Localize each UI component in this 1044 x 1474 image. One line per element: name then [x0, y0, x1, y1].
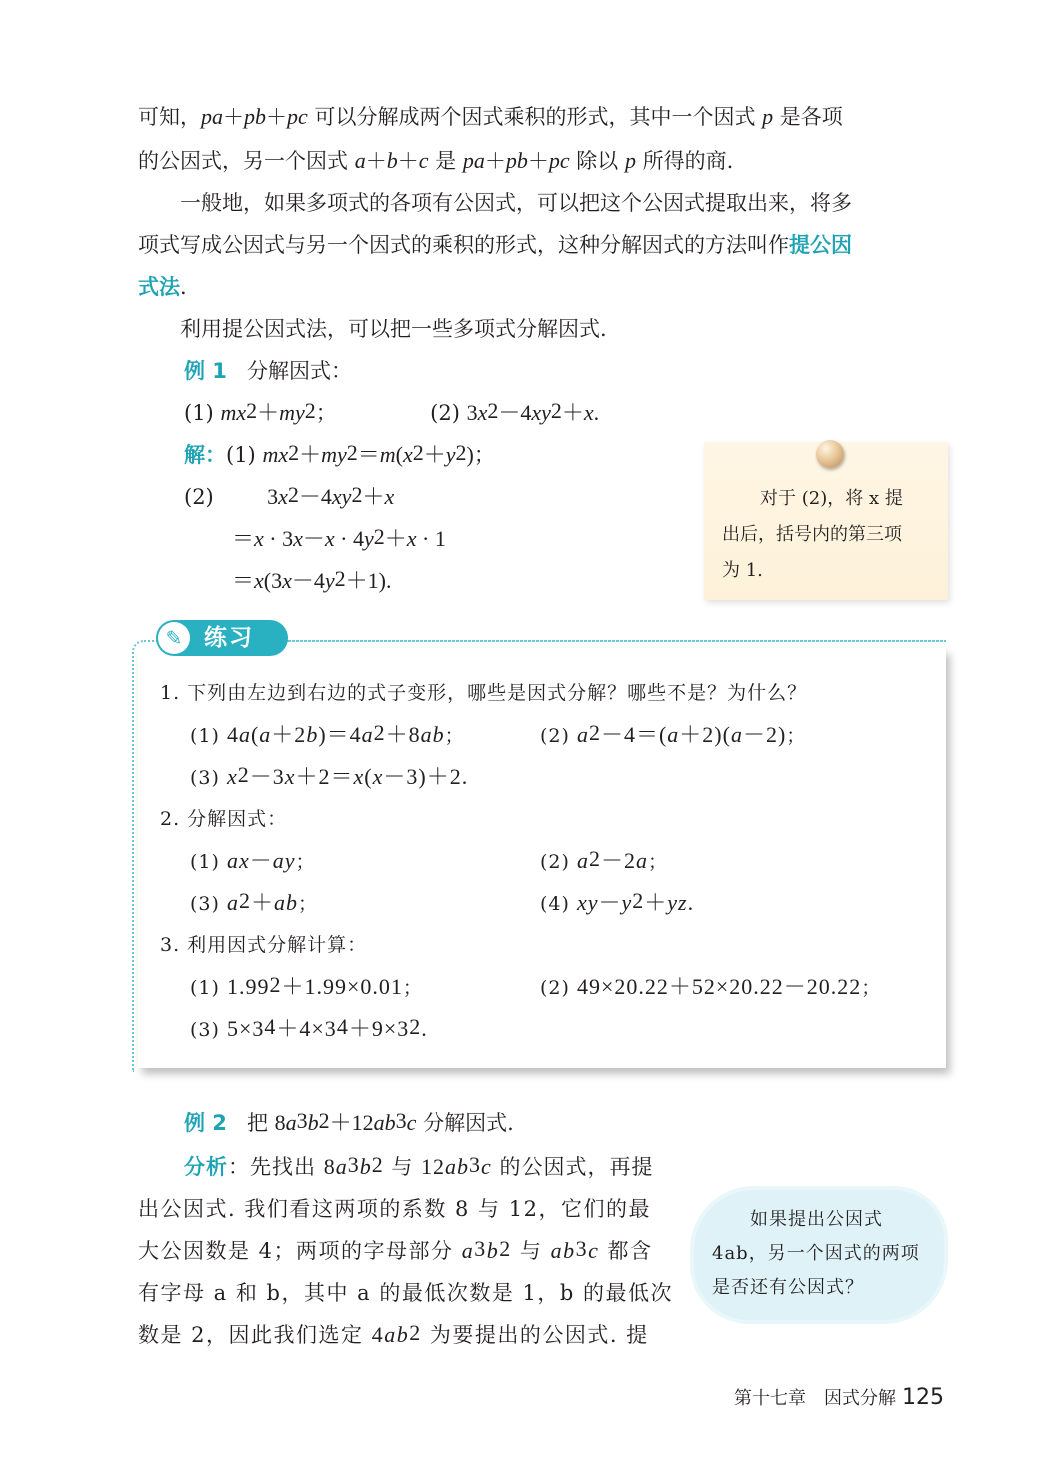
thought-cloud [694, 1190, 944, 1320]
practice-q2-2: (2) $a^2-2a$； [540, 846, 668, 873]
example1-heading: 例 1 分解因式： [184, 359, 352, 383]
practice-q1-3: (3) $x^2-3x+2=x(x-3)+2$. [190, 762, 469, 789]
analysis-line2: 出公因式. 我们看这两项的系数 8 与 12，它们的最 [138, 1197, 651, 1221]
analysis-line4: 有字母 a 和 b，其中 a 的最低次数是 1，b 的最低次 [138, 1281, 674, 1305]
term-highlight: 提公因 [789, 233, 852, 257]
pin-icon [816, 440, 844, 468]
practice-q3-3: (3) $5\times 3^4+4\times 3^4+9\times 3^2$. [190, 1014, 428, 1041]
page-number: 125 [902, 1385, 944, 1410]
para2-line1: 一般地，如果多项式的各项有公因式，可以把这个公因式提取出来，将多 [180, 191, 852, 215]
practice-q3-2: (2) 49×20.22＋52×20.22－20.22； [540, 974, 882, 999]
pencil-icon: ✎ [158, 622, 190, 654]
para2-line2: 项式写成公因式与另一个因式的乘积的形式，这种分解因式的方法叫作提公因 [138, 233, 852, 257]
practice-q3-1: (1) $1.99^2+1.99\times 0.01$； [190, 972, 423, 999]
example1-questions: (1) $mx^2+my^2$； (2) $3x^2-4xy^2+x$. [184, 398, 600, 425]
chapter-title: 第十七章 因式分解 [734, 1388, 896, 1409]
note-line3: 为 1. [722, 560, 763, 581]
example1-solution2-b: $=x \cdot 3x-x \cdot 4y^2+x \cdot 1$ [232, 524, 446, 551]
cloud-line2: 4ab，另一个因式的两项 [712, 1243, 920, 1264]
practice-q2: 2. 分解因式： [160, 808, 288, 830]
analysis-line5: 数是 2，因此我们选定 $4ab^2$ 为要提出的公因式. 提 [138, 1320, 649, 1347]
example1-solution2-c: $=x(3x-4y^2+1)$. [232, 566, 392, 593]
practice-tag: ✎ 练习 [156, 620, 288, 656]
analysis-line3: 大公因数是 4；两项的字母部分 $a^3b^2$ 与 $ab^3c$ 都含 [138, 1236, 653, 1263]
para1-line1: 可知，pa＋pb＋pc 可以分解成两个因式乘积的形式，其中一个因式 p 是各项 [138, 104, 843, 129]
analysis-label: 分析 [184, 1155, 228, 1179]
example1-solution2-a: (2) $3x^2-4xy^2+x$ [184, 482, 395, 509]
example1-label: 例 1 [184, 359, 227, 383]
cloud-line3: 是否还有公因式？ [712, 1277, 864, 1298]
note-line2: 出后，括号内的第三项 [722, 524, 902, 545]
practice-q1-2: (2) $a^2-4=(a+2)(a-2)$； [540, 720, 807, 747]
page-footer [734, 1384, 944, 1410]
example2-heading: 例 2 把 $8a^3b^2+12ab^3c$ 分解因式. [184, 1108, 514, 1135]
practice-q2-4: (4) $xy-y^2+yz$. [540, 888, 695, 915]
para1-line2: 的公因式，另一个因式 a＋b＋c 是 pa＋pb＋pc 除以 p 所得的商. [138, 148, 734, 173]
practice-rule [286, 640, 946, 642]
practice-q1-1: (1) $4a(a+2b)=4a^2+8ab$； [190, 720, 465, 747]
practice-q2-1: (1) ax－ay； [190, 848, 316, 873]
cloud-line1: 如果提出公因式 [750, 1209, 883, 1230]
practice-q1: 1. 下列由左边到右边的式子变形，哪些是因式分解？哪些不是？为什么？ [160, 682, 808, 704]
practice-q2-3: (3) $a^2+ab$； [190, 888, 318, 915]
para3: 利用提公因式法，可以把一些多项式分解因式. [180, 317, 607, 341]
para2-line3: 式法. [138, 275, 187, 299]
analysis-line1: 分析：先找出 $8a^3b^2$ 与 $12ab^3c$ 的公因式，再提 [184, 1152, 654, 1179]
term-highlight-cont: 式法 [138, 275, 180, 299]
example1-solution1: 解：(1) $mx^2+my^2=m(x^2+y^2)$； [184, 440, 495, 467]
side-note [704, 442, 948, 600]
example2-label: 例 2 [184, 1111, 227, 1135]
practice-q3: 3. 利用因式分解计算： [160, 934, 368, 956]
note-line1: 对于 (2)，将 x 提 [760, 488, 903, 509]
solution-label: 解 [184, 443, 205, 467]
